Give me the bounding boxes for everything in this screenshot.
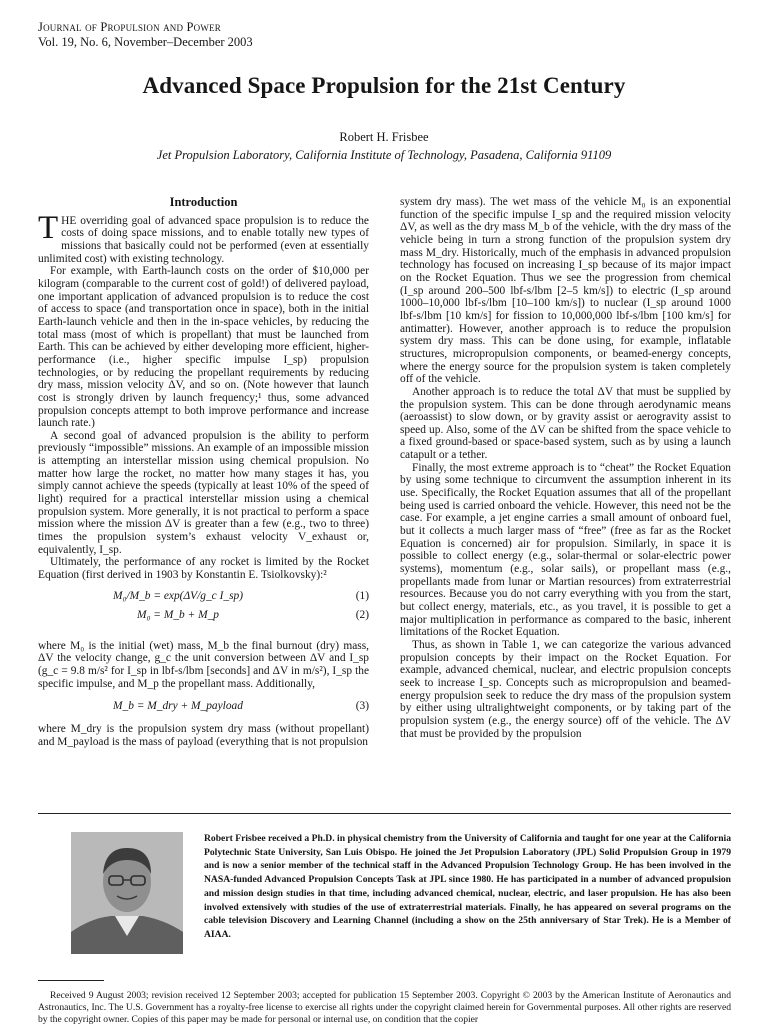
intro-paragraph-2: For example, with Earth-launch costs on the order of $10,000 per kilogram (comparable to the current cost of gold!) of delivered payload, one important application of advanced propulsion is to reduce the cost of access to space (and transportation once in space), both in the initial Earth-launch vehicle and then in the in-space vehicles, by reducing the total mass (most of which is propellant) that must be launched from Earth. This can be achieved by either developing more efficient, higher-performance (i.e., higher specific impulse I_sp) propulsion technologies, or by reducing the propellant requirements by reducing dry mass, mission velocity ΔV, and so on. (Note however that launch cost is strongly driven by launch frequency;¹ thus, some advanced propulsion concepts attempt to both improve performance and increase launch rate.) — [38, 265, 369, 430]
right-paragraph-4: Thus, as shown in Table 1, we can categorize the various advanced propulsion concepts by their impact on the Rocket Equation. For example, advanced chemical, nuclear, and electric propulsion concepts seek to increase I_sp. Concepts such as micropropulsion and beamed-energy propulsion seek to reduce the dry mass of the propulsion system by either using ultralightweight components, or by taking part of the propulsion system (e.g., the energy source) off of the vehicle. The ΔV that must be provided by the propulsion — [400, 638, 731, 740]
intro-paragraph-4: Ultimately, the performance of any rocket is limited by the Rocket Equation (first derived in 1903 by Konstantin E. Tsiolkovsky):² — [38, 556, 369, 582]
right-paragraph-2: Another approach is to reduce the total ΔV that must be supplied by the propulsion system. This can be done through aerodynamic means (aeroassist) to slow down, or by gravity assist or aerogravity assist to speed up. Also, some of the ΔV can be shifted from the space vehicle to a fixed ground-based or space-based system, such as by using a launch catapult or a tether. — [400, 385, 731, 462]
author-portrait-image — [71, 832, 183, 954]
author-name: Robert H. Frisbee — [339, 130, 429, 144]
equation-2: M₀ = M_b + M_p (2) — [137, 608, 369, 621]
intro-paragraph-3: A second goal of advanced propulsion is the ability to perform previously “impossible” missions. An example of an impossible mission is attempting an interstellar mission using chemical propulsion. No matter how large the rocket, no matter how many stages it has, you simply cannot achieve the speeds (typically at least 10% of the speed of light) required for a practical interstellar mission using a chemical propulsion system. More generally, it is not practical to perform a space mission where the mission ΔV is greater than a few (e.g., two to three) times the propulsion system’s exhaust velocity V_exhaust or, equivalently, I_sp. — [38, 429, 369, 556]
intro-paragraph-5: where M₀ is the initial (wet) mass, M_b the final burnout (dry) mass, ΔV the velocity change, g_c the unit conversion between ΔV and I_sp (g_c = 9.8 m/s² for I_sp in lbf-s/lbm [seconds] and ΔV in m/s²), I_sp the specific impulse, and M_p the propellant mass. Additionally, — [38, 639, 369, 690]
bio-divider — [38, 813, 731, 814]
left-column — [38, 196, 369, 749]
footnote-divider — [38, 980, 104, 981]
equation-number: (3) — [355, 700, 369, 713]
equation-number: (1) — [355, 589, 369, 602]
right-paragraph-1: system dry mass). The wet mass of the vehicle M₀ is an exponential function of the specific impulse I_sp and the required mission velocity ΔV, as well as the dry mass M_b of the vehicle, with the dry mass of the vehicle being in turn a strong function of the propulsion system dry mass M_dry. Historically, much of the emphasis in advanced propulsion technology has focused on increasing I_sp because of its major impact on the Rocket Equation. Thus we see the progression from chemical (I_sp around 200–500 lbf-s/lbm [2–5 km/s]) to electric (I_sp around 1000–10,000 lbf-s/lbm [10–100 km/s]) to nuclear (I_sp around 1000 lbf-s/lbm [10 km/s] for fission to 10,000,000 lbf-s/lbm [100 km/s] for antimatter). However, another approach is to reduce the propulsion system dry mass. This can be done using, for example, inflatable structures, micropropulsion components, or beamed-energy concepts, where the energy source for the propulsion system is taken completely off of the vehicle. — [400, 196, 731, 386]
right-column — [400, 196, 731, 740]
author-photo — [71, 832, 183, 954]
equation-3: M_b = M_dry + M_payload (3) — [113, 700, 369, 713]
intro-paragraph-6: where M_dry is the propulsion system dry mass (without propellant) and M_payload is the mass of payload (everything that is not propulsion — [38, 723, 369, 748]
equation-number: (2) — [355, 608, 369, 621]
intro-paragraph-1: THE overriding goal of advanced space propulsion is to reduce the costs of doing space missions, and to enable totally new types of missions that basically could not be performed (even at essentially unlimited cost) with existing technology. — [38, 209, 369, 265]
author-biography: Robert Frisbee received a Ph.D. in physical chemistry from the University of California and taught for one year at the California Polytechnic State University, San Luis Obispo. He joined the Jet Propulsion Laboratory (JPL) Solid Propulsion Group in 1979 and is now a senior member of the technical staff in the Advanced Propulsion Technology Group. He has been involved in the NASA-funded Advanced Propulsion Concepts Task at JPL since 1980. He has participated in a number of advanced propulsion and mission design studies in that time, including advanced chemical, nuclear, electric, and laser propulsion. He has also been involved extensively with studies of the use of extraterrestrial materials. Finally, he has appeared on several programs on the cable television Discovery and Learning Channel (including a show on the 25th anniversary of Star Trek). He is a Member of AIAA. — [204, 833, 731, 940]
drop-cap: T — [38, 209, 59, 246]
author-affiliation: Jet Propulsion Laboratory, California Institute of Technology, Pasadena, California 91109 — [156, 148, 612, 162]
section-heading: Introduction — [169, 195, 238, 209]
footnote: Received 9 August 2003; revision received 12 September 2003; accepted for publication 15 September 2003. Copyright © 2003 by the American Institute of Aeronautics and Astronautics, Inc. The U.S. Government has a royalty-free license to exercise all rights under the copyright claimed herein for Governmental purposes. All other rights are reserved by the copyright owner. Copies of this paper may be made for personal or internal use, on condition that the copier — [38, 990, 731, 1026]
right-paragraph-3: Finally, the most extreme approach is to “cheat” the Rocket Equation by using some technique to circumvent the assumption inherent in its use. Specifically, the Rocket Equation assumes that all of the propellant being used is carried onboard the vehicle. However, this need not be the case. For example, a jet engine carries a small amount of onboard fuel, but it collects a much larger mass of “free” (free as far as the Rocket Equation is concerned) air for propulsion. Similarly, in space it is possible to collect energy (e.g., solar-thermal or solar-electric power systems), momentum (e.g., solar sails), or propellant mass (e.g., propellants made from lunar or Martian resources) from extraterrestrial resources. Because you do not carry everything with you from the start, but collect energy, materials, etc., as you travel, it is possible to get a major multiplication in performance as compared to the basic, inherent limitations of the Rocket Equation. — [400, 461, 731, 639]
equation-1: M₀/M_b = exp(ΔV/g_c I_sp) (1) — [113, 589, 369, 602]
journal-name: Journal of Propulsion and Power — [38, 20, 221, 34]
paper-title: Advanced Space Propulsion for the 21st Century — [142, 73, 626, 98]
journal-volume: Vol. 19, No. 6, November–December 2003 — [38, 35, 253, 49]
